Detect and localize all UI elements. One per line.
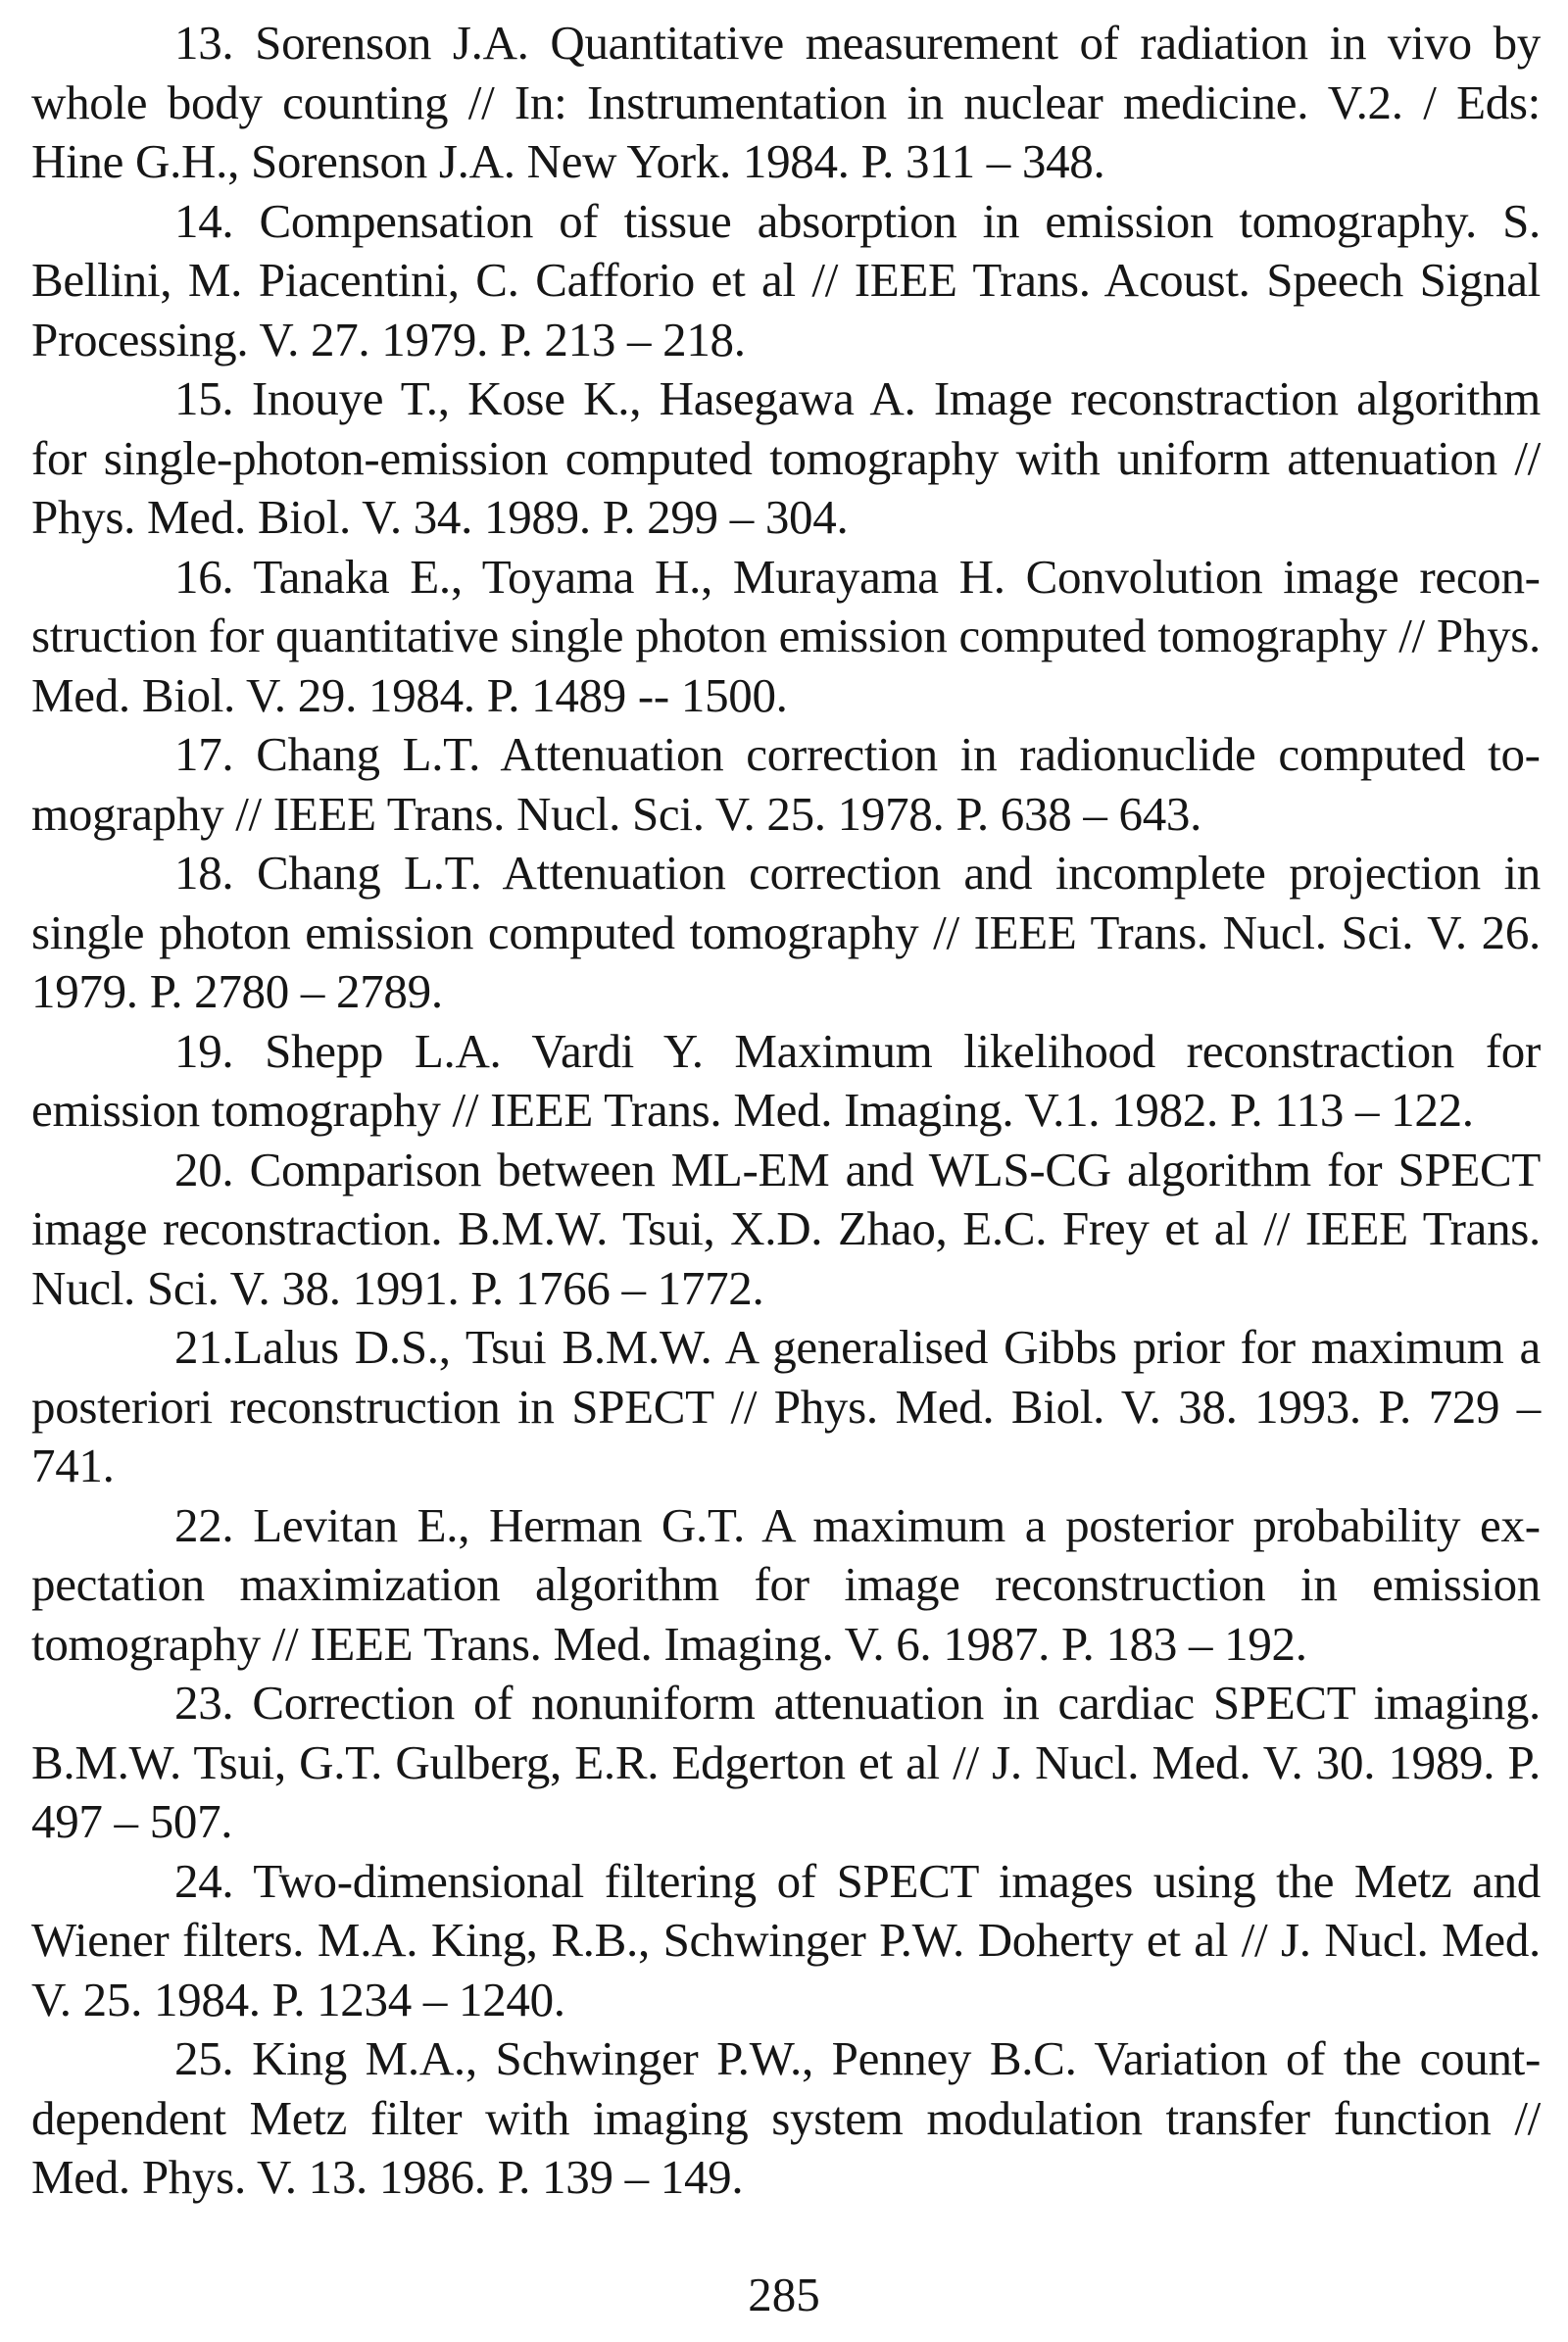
reference-text: Sorenson J.A. Quantitative measurement of radiation in vivo by whole body counting // In: Instrumentation in nuclear medicine. V.2. / Eds: Hine G.H., Sorenson J.A. New York. 1984. P. 311 – 348. (31, 16, 1541, 188)
reference-text: Levitan E., Herman G.T. A maximum a posterior probability expectation maximization algorithm for image reconstruction in emission tomography // IEEE Trans. Med. Imaging. V. 6. 1987. P. 183 – 192. (31, 1497, 1542, 1671)
reference-text: Lalus D.S., Tsui B.M.W. A generalised Gibbs prior for maximum a posteriori reconstruction in SPECT // Phys. Med. Biol. V. 38. 1993. P. 729 – 741. (31, 1320, 1541, 1492)
reference-text: Correction of nonuniform attenuation in cardiac SPECT imaging. B.M.W. Tsui, G.T. Gulberg, E.R. Edgerton et al // J. Nucl. Med. V. 30. 1989. P. 497 – 507. (31, 1676, 1541, 1848)
page-number: 285 (748, 2268, 820, 2321)
reference-text: King M.A., Schwinger P.W., Penney B.C. Variation of the count-dependent Metz filter with imaging system modulation transfer function // Med. Phys. V. 13. 1986. P. 139 – 149. (31, 2031, 1541, 2204)
reference-item-13 (31, 14, 1541, 192)
reference-item-22 (31, 1496, 1541, 1675)
reference-item-17 (31, 725, 1541, 844)
reference-number: 21. (174, 1320, 234, 1374)
reference-number: 16. (174, 549, 234, 604)
reference-number: 25. (174, 2031, 234, 2085)
reference-item-14 (31, 192, 1541, 370)
reference-number: 23. (174, 1676, 234, 1730)
reference-number: 15. (174, 371, 234, 425)
reference-item-16 (31, 548, 1541, 726)
reference-text: Chang L.T. Attenuation correction in radionuclide computed tomography // IEEE Trans. Nucl. Sci. V. 25. 1978. P. 638 – 643. (31, 727, 1541, 841)
reference-number: 14. (174, 193, 234, 248)
reference-list-page (31, 14, 1541, 2208)
reference-number: 13. (174, 16, 234, 70)
reference-item-25 (31, 2029, 1541, 2208)
reference-text: Two-dimensional filtering of SPECT images using the Metz and Wiener filters. M.A. King, R.B., Schwinger P.W. Doherty et al // J. Nucl. Med. V. 25. 1984. P. 1234 – 1240. (31, 1853, 1541, 2026)
reference-text: Comparison between ML-EM and WLS-CG algorithm for SPECT image reconstraction. B.M.W. Tsui, X.D. Zhao, E.C. Frey et al // IEEE Trans. Nucl. Sci. V. 38. 1991. P. 1766 – 1772. (31, 1142, 1542, 1315)
reference-item-24 (31, 1852, 1541, 2030)
reference-text: Chang L.T. Attenuation correction and incomplete projection in single photon emission computed tomography // IEEE Trans. Nucl. Sci. V. 26. 1979. P. 2780 – 2789. (31, 846, 1541, 1018)
reference-item-19 (31, 1022, 1541, 1141)
reference-number: 17. (174, 727, 234, 781)
reference-item-23 (31, 1674, 1541, 1852)
reference-item-18 (31, 844, 1541, 1022)
reference-text: Compensation of tissue absorption in emission tomography. S. Bellini, M. Piacentini, C. Cafforio et al // IEEE Trans. Acoust. Speech Signal Processing. V. 27. 1979. P. 213 – 218. (31, 193, 1541, 366)
reference-number: 24. (174, 1853, 234, 1908)
reference-number: 18. (174, 846, 234, 900)
reference-number: 22. (174, 1497, 234, 1552)
reference-item-20 (31, 1141, 1541, 1319)
reference-text: Inouye T., Kose K., Hasegawa A. Image reconstraction algorithm for single-photon-emission computed tomography with uniform attenuation // Phys. Med. Biol. V. 34. 1989. P. 299 – 304. (31, 371, 1541, 544)
reference-number: 19. (174, 1023, 234, 1078)
reference-text: Shepp L.A. Vardi Y. Maximum likelihood reconstraction for emission tomography // IEEE Trans. Med. Imaging. V.1. 1982. P. 113 – 122. (31, 1023, 1541, 1137)
reference-text: Tanaka E., Toyama H., Murayama H. Convolution image reconstruction for quantitative single photon emission computed tomography // Phys. Med. Biol. V. 29. 1984. P. 1489 -- 1500. (31, 549, 1541, 722)
reference-number: 20. (174, 1142, 234, 1196)
reference-item-21 (31, 1318, 1541, 1496)
reference-item-15 (31, 369, 1541, 548)
reference-list (31, 14, 1541, 2208)
